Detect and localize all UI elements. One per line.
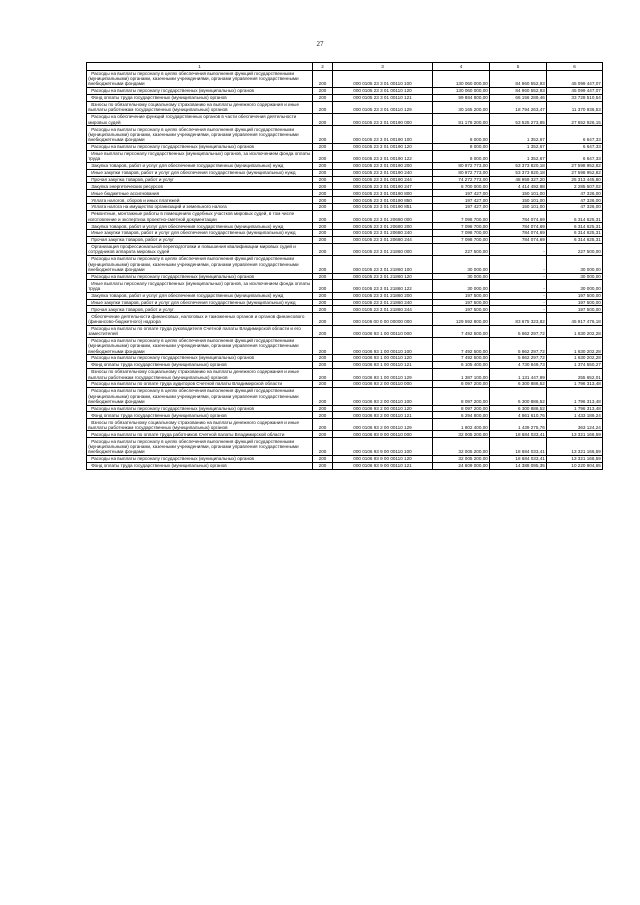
approved-amount-cell: 30 000,00 bbox=[433, 273, 490, 280]
unexecuted-amount-cell: 27 598 952,82 bbox=[547, 169, 603, 176]
unexecuted-amount-cell: 255 652,01 bbox=[547, 368, 603, 380]
line-code-cell: 200 bbox=[313, 169, 333, 176]
unexecuted-amount-cell: 27 598 952,82 bbox=[547, 162, 603, 169]
budget-classification-code-cell: 000 0105 23 3 01 21860 000 bbox=[333, 243, 433, 255]
approved-amount-cell: 7 492 500,00 bbox=[433, 355, 490, 362]
budget-classification-code-cell: 000 0106 93 9 00 00110 121 bbox=[333, 462, 433, 469]
budget-classification-code-cell: 000 0105 23 3 01 20680 240 bbox=[333, 230, 433, 237]
line-code-cell: 200 bbox=[313, 292, 333, 299]
table-row bbox=[87, 355, 603, 362]
unexecuted-amount-cell: 45 917 476,18 bbox=[547, 313, 603, 325]
executed-amount-cell: 18 794 263,47 bbox=[490, 101, 547, 113]
expense-name-cell: Расходы на выплаты персоналу в целях обеспечения выполнения функций государственными (муниципальными) органами, казенными учреждениями, органами управления государственными внебюджетными фондами bbox=[87, 70, 313, 87]
executed-amount-cell: 6 300 886,52 bbox=[490, 405, 547, 412]
budget-classification-code-cell: 000 0105 23 3 01 00190 240 bbox=[333, 169, 433, 176]
executed-amount-cell: 14 388 095,35 bbox=[490, 462, 547, 469]
expense-name-cell: Расходы на выплаты персоналу в целях обеспечения выполнения функций государственными (муниципальными) органами, казенными учреждениями, органами управления государственными внебюджетными фондами bbox=[87, 337, 313, 354]
budget-classification-code-cell: 000 0106 93 9 00 00110 000 bbox=[333, 431, 433, 438]
budget-classification-code-cell: 000 0105 23 3 01 00110 129 bbox=[333, 101, 433, 113]
table-row bbox=[87, 299, 603, 306]
line-code-cell: 200 bbox=[313, 101, 333, 113]
budget-classification-code-cell: 000 0105 23 3 01 00110 120 bbox=[333, 88, 433, 95]
executed-amount-cell: 150 101,00 bbox=[490, 204, 547, 211]
table-row bbox=[87, 313, 603, 325]
column-header: 2 bbox=[313, 63, 333, 71]
approved-amount-cell: 6 105 400,00 bbox=[433, 362, 490, 369]
budget-classification-code-cell: 000 0106 93 1 00 00110 120 bbox=[333, 355, 433, 362]
line-code-cell: 200 bbox=[313, 355, 333, 362]
line-code-cell: 200 bbox=[313, 419, 333, 431]
approved-amount-cell: 130 060 000,00 bbox=[433, 70, 490, 87]
unexecuted-amount-cell: 197 500,00 bbox=[547, 299, 603, 306]
budget-classification-code-cell: 000 0105 23 3 01 00190 120 bbox=[333, 143, 433, 150]
executed-amount-cell: 1 352,67 bbox=[490, 143, 547, 150]
executed-amount-cell: 83 675 323,82 bbox=[490, 313, 547, 325]
executed-amount-cell: 4 861 610,76 bbox=[490, 412, 547, 419]
expense-name-cell: Расходы на выплаты персоналу в целях обеспечения выполнения функций государственными (муниципальными) органами, казенными учреждениями, органами управления государственными внебюджетными фондами bbox=[87, 438, 313, 455]
budget-classification-code-cell: 000 0106 93 2 00 00110 129 bbox=[333, 419, 433, 431]
budget-classification-code-cell: 000 0105 23 3 01 00190 850 bbox=[333, 197, 433, 204]
approved-amount-cell: 1 802 400,00 bbox=[433, 419, 490, 431]
unexecuted-amount-cell: 11 370 936,53 bbox=[547, 101, 603, 113]
line-code-cell: 200 bbox=[313, 197, 333, 204]
approved-amount-cell: 32 005 200,00 bbox=[433, 431, 490, 438]
executed-amount-cell: 53 525 273,85 bbox=[490, 114, 547, 126]
line-code-cell: 200 bbox=[313, 362, 333, 369]
unexecuted-amount-cell: 1 630 202,28 bbox=[547, 355, 603, 362]
approved-amount-cell: 30 000,00 bbox=[433, 256, 490, 273]
line-code-cell: 200 bbox=[313, 299, 333, 306]
executed-amount-cell: 784 074,69 bbox=[490, 211, 547, 223]
executed-amount-cell: 18 684 033,41 bbox=[490, 438, 547, 455]
budget-classification-code-cell: 000 0106 93 1 00 00110 121 bbox=[333, 362, 433, 369]
budget-classification-code-cell: 000 0105 23 3 01 00190 200 bbox=[333, 162, 433, 169]
expense-name-cell: Фонд оплаты труда государственных (муниципальных) органов bbox=[87, 462, 313, 469]
column-header: 5 bbox=[490, 63, 547, 71]
executed-amount-cell: - bbox=[490, 292, 547, 299]
table-row bbox=[87, 243, 603, 255]
approved-amount-cell: 197 500,00 bbox=[433, 306, 490, 313]
table-row bbox=[87, 94, 603, 101]
line-code-cell: 200 bbox=[313, 256, 333, 273]
unexecuted-amount-cell: 6 314 625,31 bbox=[547, 237, 603, 244]
executed-amount-cell: 4 414 492,98 bbox=[490, 183, 547, 190]
table-row bbox=[87, 169, 603, 176]
executed-amount-cell: 66 156 289,46 bbox=[490, 94, 547, 101]
expense-name-cell: Прочая закупка товаров, работ и услуг bbox=[87, 237, 313, 244]
table-row bbox=[87, 176, 603, 183]
unexecuted-amount-cell: 6 314 625,31 bbox=[547, 223, 603, 230]
unexecuted-amount-cell: 47 326,00 bbox=[547, 204, 603, 211]
unexecuted-amount-cell: 1 630 202,28 bbox=[547, 325, 603, 337]
expense-name-cell: Расходы на выплаты персоналу в целях обеспечения выполнения функций государственными (муниципальными) органами, казенными учреждениями, органами управления государственными внебюджетными фондами bbox=[87, 388, 313, 405]
expense-name-cell: Иные выплаты персоналу государственных (муниципальных) органов, за исключением фонда оплаты труда bbox=[87, 150, 313, 162]
expense-name-cell: Расходы на выплаты персоналу государственных (муниципальных) органов bbox=[87, 88, 313, 95]
unexecuted-amount-cell: 6 314 625,31 bbox=[547, 211, 603, 223]
approved-amount-cell: 80 972 773,00 bbox=[433, 169, 490, 176]
unexecuted-amount-cell: 1 374 550,27 bbox=[547, 362, 603, 369]
executed-amount-cell: 48 959 327,20 bbox=[490, 176, 547, 183]
line-code-cell: 200 bbox=[313, 237, 333, 244]
table-row bbox=[87, 88, 603, 95]
table-row bbox=[87, 162, 603, 169]
unexecuted-amount-cell: 27 652 926,15 bbox=[547, 114, 603, 126]
budget-classification-code-cell: 000 0106 93 1 00 00110 129 bbox=[333, 368, 433, 380]
unexecuted-amount-cell: 2 285 507,02 bbox=[547, 183, 603, 190]
line-code-cell: 200 bbox=[313, 143, 333, 150]
approved-amount-cell: 30 165 200,00 bbox=[433, 101, 490, 113]
expense-name-cell: Расходы на выплаты по оплате труда работников Счетной палаты Владимирской области bbox=[87, 431, 313, 438]
unexecuted-amount-cell: 197 500,00 bbox=[547, 306, 603, 313]
table-row bbox=[87, 419, 603, 431]
budget-classification-code-cell: 000 0106 93 1 00 00110 000 bbox=[333, 325, 433, 337]
executed-amount-cell: 1 439 275,76 bbox=[490, 419, 547, 431]
approved-amount-cell: 197 500,00 bbox=[433, 292, 490, 299]
budget-classification-code-cell: 000 0106 00 0 00 00000 000 bbox=[333, 313, 433, 325]
table-row bbox=[87, 70, 603, 87]
line-code-cell: 200 bbox=[313, 162, 333, 169]
expense-name-cell: Расходы на выплаты по оплате труда аудиторов Счетной палаты Владимирской области bbox=[87, 381, 313, 388]
column-header: 6 bbox=[547, 63, 603, 71]
unexecuted-amount-cell: 1 796 313,48 bbox=[547, 405, 603, 412]
line-code-cell: 200 bbox=[313, 405, 333, 412]
approved-amount-cell: 197 427,00 bbox=[433, 197, 490, 204]
executed-amount-cell: - bbox=[490, 273, 547, 280]
table-row bbox=[87, 204, 603, 211]
table-row bbox=[87, 362, 603, 369]
line-code-cell: 200 bbox=[313, 325, 333, 337]
column-header: 4 bbox=[433, 63, 490, 71]
approved-amount-cell: 81 178 200,00 bbox=[433, 114, 490, 126]
expense-name-cell: Иные закупки товаров, работ и услуг для обеспечения государственных (муниципальных) нужд bbox=[87, 230, 313, 237]
approved-amount-cell: 7 492 500,00 bbox=[433, 325, 490, 337]
table-row bbox=[87, 126, 603, 143]
line-code-cell: 200 bbox=[313, 126, 333, 143]
expense-name-cell: Обеспечение деятельности финансовых, налоговых и таможенных органов и органов финансового (финансово-бюджетного) надзора bbox=[87, 313, 313, 325]
executed-amount-cell: - bbox=[490, 256, 547, 273]
table-row bbox=[87, 388, 603, 405]
line-code-cell: 200 bbox=[313, 388, 333, 405]
approved-amount-cell: 7 098 700,00 bbox=[433, 211, 490, 223]
line-code-cell: 200 bbox=[313, 176, 333, 183]
table-row bbox=[87, 101, 603, 113]
expense-name-cell: Закупка товаров, работ и услуг для обеспечения государственных (муниципальных) нужд bbox=[87, 223, 313, 230]
executed-amount-cell: - bbox=[490, 243, 547, 255]
line-code-cell: 200 bbox=[313, 243, 333, 255]
line-code-cell: 200 bbox=[313, 368, 333, 380]
budget-classification-code-cell: 000 0106 93 9 00 00110 100 bbox=[333, 438, 433, 455]
table-row bbox=[87, 325, 603, 337]
column-header: 3 bbox=[333, 63, 433, 71]
approved-amount-cell: 8 097 200,00 bbox=[433, 388, 490, 405]
line-code-cell: 200 bbox=[313, 94, 333, 101]
table-row bbox=[87, 462, 603, 469]
line-code-cell: 200 bbox=[313, 190, 333, 197]
unexecuted-amount-cell: 45 099 447,07 bbox=[547, 70, 603, 87]
approved-amount-cell: 74 272 773,00 bbox=[433, 176, 490, 183]
budget-classification-code-cell: 000 0105 23 3 01 00190 244 bbox=[333, 176, 433, 183]
line-code-cell: 200 bbox=[313, 313, 333, 325]
table-row bbox=[87, 230, 603, 237]
unexecuted-amount-cell: 6 314 625,31 bbox=[547, 230, 603, 237]
executed-amount-cell: 84 960 552,93 bbox=[490, 88, 547, 95]
unexecuted-amount-cell: 47 326,00 bbox=[547, 197, 603, 204]
expense-name-cell: Расходы на выплаты персоналу в целях обеспечения выполнения функций государственными (муниципальными) органами, казенными учреждениями, органами управления государственными внебюджетными фондами bbox=[87, 126, 313, 143]
budget-classification-code-cell: 000 0105 23 3 01 21860 122 bbox=[333, 280, 433, 292]
expense-name-cell: Закупка товаров, работ и услуг для обеспечения государственных (муниципальных) нужд bbox=[87, 292, 313, 299]
line-code-cell: 200 bbox=[313, 455, 333, 462]
budget-classification-code-cell: 000 0105 23 3 01 00110 100 bbox=[333, 70, 433, 87]
budget-classification-code-cell: 000 0105 23 3 01 00190 247 bbox=[333, 183, 433, 190]
expense-name-cell: Расходы на выплаты персоналу государственных (муниципальных) органов bbox=[87, 355, 313, 362]
table-row bbox=[87, 381, 603, 388]
line-code-cell: 200 bbox=[313, 431, 333, 438]
approved-amount-cell: 8 000,00 bbox=[433, 143, 490, 150]
unexecuted-amount-cell: 1 433 189,24 bbox=[547, 412, 603, 419]
line-code-cell: 200 bbox=[313, 211, 333, 223]
approved-amount-cell: 8 097 200,00 bbox=[433, 405, 490, 412]
unexecuted-amount-cell: 1 796 313,48 bbox=[547, 381, 603, 388]
budget-classification-code-cell: 000 0105 23 3 01 21860 100 bbox=[333, 256, 433, 273]
approved-amount-cell: 8 000,00 bbox=[433, 126, 490, 143]
unexecuted-amount-cell: 10 220 904,65 bbox=[547, 462, 603, 469]
approved-amount-cell: 8 000,00 bbox=[433, 150, 490, 162]
expense-name-cell: Расходы на выплаты персоналу в целях обеспечения выполнения функций государственными (муниципальными) органами, казенными учреждениями, органами управления государственными внебюджетными фондами bbox=[87, 256, 313, 273]
expense-name-cell: Иные выплаты персоналу государственных (муниципальных) органов, за исключением фонда оплаты труда bbox=[87, 280, 313, 292]
unexecuted-amount-cell: 13 321 166,59 bbox=[547, 438, 603, 455]
approved-amount-cell: 1 387 100,00 bbox=[433, 368, 490, 380]
expense-name-cell: Закупка энергетических ресурсов bbox=[87, 183, 313, 190]
budget-classification-code-cell: 000 0105 23 3 01 00190 851 bbox=[333, 204, 433, 211]
approved-amount-cell: 6 294 800,00 bbox=[433, 412, 490, 419]
unexecuted-amount-cell: 6 647,33 bbox=[547, 143, 603, 150]
budget-classification-code-cell: 000 0105 23 3 01 21860 244 bbox=[333, 306, 433, 313]
executed-amount-cell: 53 373 820,18 bbox=[490, 162, 547, 169]
expense-name-cell: Расходы на выплаты персоналу государственных (муниципальных) органов bbox=[87, 143, 313, 150]
expense-name-cell: Расходы на обеспечение функций государственных органов в части обеспечения деятельности мировых судей bbox=[87, 114, 313, 126]
approved-amount-cell: 7 098 700,00 bbox=[433, 230, 490, 237]
expense-name-cell: Закупка товаров, работ и услуг для обеспечения государственных (муниципальных) нужд bbox=[87, 162, 313, 169]
expense-name-cell: Фонд оплаты труда государственных (муниципальных) органов bbox=[87, 412, 313, 419]
line-code-cell: 200 bbox=[313, 70, 333, 87]
table-row bbox=[87, 211, 603, 223]
unexecuted-amount-cell: 13 321 166,59 bbox=[547, 431, 603, 438]
executed-amount-cell: - bbox=[490, 299, 547, 306]
budget-classification-code-cell: 000 0106 93 2 00 00110 000 bbox=[333, 381, 433, 388]
expense-name-cell: Ремонтные, монтажные работы в помещениях судебных участков мировых судей, в том числе изготовление и экспертиза проектно-сметной документации bbox=[87, 211, 313, 223]
approved-amount-cell: 7 492 500,00 bbox=[433, 337, 490, 354]
expense-name-cell: Прочая закупка товаров, работ и услуг bbox=[87, 176, 313, 183]
executed-amount-cell: 84 960 552,93 bbox=[490, 70, 547, 87]
line-code-cell: 200 bbox=[313, 412, 333, 419]
table-row bbox=[87, 306, 603, 313]
executed-amount-cell: 53 373 820,18 bbox=[490, 169, 547, 176]
table-row bbox=[87, 237, 603, 244]
line-code-cell: 200 bbox=[313, 88, 333, 95]
budget-classification-code-cell: 000 0106 93 9 00 00110 120 bbox=[333, 455, 433, 462]
budget-classification-code-cell: 000 0105 23 3 01 00190 000 bbox=[333, 114, 433, 126]
expense-name-cell: Взносы по обязательному социальному страхованию на выплаты денежного содержания и иные выплаты работникам государственных (муниципальных) органов bbox=[87, 368, 313, 380]
budget-classification-code-cell: 000 0105 23 3 01 20680 200 bbox=[333, 223, 433, 230]
budget-classification-code-cell: 000 0106 93 2 00 00110 100 bbox=[333, 388, 433, 405]
unexecuted-amount-cell: 6 647,33 bbox=[547, 126, 603, 143]
approved-amount-cell: 129 592 800,00 bbox=[433, 313, 490, 325]
table-row bbox=[87, 455, 603, 462]
budget-classification-code-cell: 000 0106 93 2 00 00110 120 bbox=[333, 405, 433, 412]
line-code-cell: 200 bbox=[313, 204, 333, 211]
approved-amount-cell: 32 005 200,00 bbox=[433, 438, 490, 455]
line-code-cell: 200 bbox=[313, 381, 333, 388]
unexecuted-amount-cell: 1 630 202,28 bbox=[547, 337, 603, 354]
approved-amount-cell: 197 427,00 bbox=[433, 204, 490, 211]
approved-amount-cell: 30 000,00 bbox=[433, 280, 490, 292]
unexecuted-amount-cell: 13 321 166,59 bbox=[547, 455, 603, 462]
budget-classification-code-cell: 000 0105 23 3 01 00190 800 bbox=[333, 190, 433, 197]
budget-classification-code-cell: 000 0105 23 3 01 20680 244 bbox=[333, 237, 433, 244]
table-row bbox=[87, 114, 603, 126]
executed-amount-cell: 18 684 033,41 bbox=[490, 455, 547, 462]
line-code-cell: 200 bbox=[313, 150, 333, 162]
expense-name-cell: Расходы на выплаты персоналу государственных (муниципальных) органов bbox=[87, 273, 313, 280]
approved-amount-cell: 7 098 700,00 bbox=[433, 237, 490, 244]
approved-amount-cell: 99 884 800,00 bbox=[433, 94, 490, 101]
budget-classification-code-cell: 000 0105 23 3 01 00190 122 bbox=[333, 150, 433, 162]
executed-amount-cell: 4 730 849,73 bbox=[490, 362, 547, 369]
line-code-cell: 200 bbox=[313, 280, 333, 292]
unexecuted-amount-cell: 363 124,24 bbox=[547, 419, 603, 431]
executed-amount-cell: - bbox=[490, 306, 547, 313]
expense-name-cell: Иные закупки товаров, работ и услуг для обеспечения государственных (муниципальных) нужд bbox=[87, 169, 313, 176]
unexecuted-amount-cell: 30 000,00 bbox=[547, 256, 603, 273]
table-row bbox=[87, 438, 603, 455]
table-row bbox=[87, 183, 603, 190]
page-number: 27 bbox=[316, 40, 324, 48]
unexecuted-amount-cell: 47 326,00 bbox=[547, 190, 603, 197]
budget-classification-code-cell: 000 0105 23 3 01 00190 100 bbox=[333, 126, 433, 143]
approved-amount-cell: 197 500,00 bbox=[433, 299, 490, 306]
line-code-cell: 200 bbox=[313, 306, 333, 313]
executed-amount-cell: 784 074,69 bbox=[490, 223, 547, 230]
line-code-cell: 200 bbox=[313, 438, 333, 455]
expense-name-cell: Уплата налога на имущество организаций и земельного налога bbox=[87, 204, 313, 211]
line-code-cell: 200 bbox=[313, 273, 333, 280]
approved-amount-cell: 7 098 700,00 bbox=[433, 223, 490, 230]
table-row bbox=[87, 150, 603, 162]
expense-name-cell: Взносы по обязательному социальному страхованию на выплаты денежного содержания и иные выплаты работникам государственных (муниципальных) органов bbox=[87, 101, 313, 113]
expense-name-cell: Фонд оплаты труда государственных (муниципальных) органов bbox=[87, 362, 313, 369]
budget-classification-code-cell: 000 0105 23 3 01 00110 121 bbox=[333, 94, 433, 101]
budget-execution-table bbox=[86, 62, 603, 470]
table-row bbox=[87, 292, 603, 299]
unexecuted-amount-cell: 30 000,00 bbox=[547, 280, 603, 292]
unexecuted-amount-cell: 33 728 510,54 bbox=[547, 94, 603, 101]
table-row bbox=[87, 223, 603, 230]
expense-name-cell: Взносы по обязательному социальному страхованию на выплаты денежного содержания и иные выплаты работникам государственных (муниципальных) органов bbox=[87, 419, 313, 431]
executed-amount-cell: 1 352,67 bbox=[490, 126, 547, 143]
line-code-cell: 200 bbox=[313, 183, 333, 190]
table-body bbox=[87, 70, 603, 469]
expense-name-cell: Расходы на выплаты по оплате труда руководителя Счетной палаты Владимирской области и его заместителей bbox=[87, 325, 313, 337]
expense-name-cell: Прочая закупка товаров, работ и услуг bbox=[87, 306, 313, 313]
table-row bbox=[87, 273, 603, 280]
executed-amount-cell: 18 684 033,41 bbox=[490, 431, 547, 438]
table-row bbox=[87, 337, 603, 354]
expense-name-cell: Уплата налогов, сборов и иных платежей bbox=[87, 197, 313, 204]
unexecuted-amount-cell: 25 313 445,80 bbox=[547, 176, 603, 183]
unexecuted-amount-cell: 1 796 313,48 bbox=[547, 388, 603, 405]
expense-name-cell: Расходы на выплаты персоналу государственных (муниципальных) органов bbox=[87, 405, 313, 412]
executed-amount-cell: 1 352,67 bbox=[490, 150, 547, 162]
expense-name-cell: Иные закупки товаров, работ и услуг для обеспечения государственных (муниципальных) нужд bbox=[87, 299, 313, 306]
executed-amount-cell: 6 300 886,52 bbox=[490, 381, 547, 388]
executed-amount-cell: 784 074,69 bbox=[490, 237, 547, 244]
approved-amount-cell: 80 972 773,00 bbox=[433, 162, 490, 169]
executed-amount-cell: 5 862 297,72 bbox=[490, 337, 547, 354]
expense-name-cell: Иные бюджетные ассигнования bbox=[87, 190, 313, 197]
expense-name-cell: Расходы на выплаты персоналу государственных (муниципальных) органов bbox=[87, 455, 313, 462]
table-row bbox=[87, 256, 603, 273]
column-number-row bbox=[87, 63, 603, 71]
table-row bbox=[87, 280, 603, 292]
table-row bbox=[87, 412, 603, 419]
table-row bbox=[87, 197, 603, 204]
executed-amount-cell: 1 131 447,99 bbox=[490, 368, 547, 380]
executed-amount-cell: 6 300 886,52 bbox=[490, 388, 547, 405]
approved-amount-cell: 197 427,00 bbox=[433, 190, 490, 197]
unexecuted-amount-cell: 227 500,00 bbox=[547, 243, 603, 255]
executed-amount-cell: 150 101,00 bbox=[490, 197, 547, 204]
budget-classification-code-cell: 000 0105 23 3 01 21860 240 bbox=[333, 299, 433, 306]
unexecuted-amount-cell: 197 500,00 bbox=[547, 292, 603, 299]
line-code-cell: 200 bbox=[313, 230, 333, 237]
executed-amount-cell: 150 101,00 bbox=[490, 190, 547, 197]
unexecuted-amount-cell: 30 000,00 bbox=[547, 273, 603, 280]
line-code-cell: 200 bbox=[313, 114, 333, 126]
approved-amount-cell: 8 097 200,00 bbox=[433, 381, 490, 388]
table-row bbox=[87, 368, 603, 380]
budget-classification-code-cell: 000 0106 93 2 00 00110 121 bbox=[333, 412, 433, 419]
executed-amount-cell: 784 074,69 bbox=[490, 230, 547, 237]
budget-classification-code-cell: 000 0105 23 3 01 20680 000 bbox=[333, 211, 433, 223]
unexecuted-amount-cell: 45 099 447,07 bbox=[547, 88, 603, 95]
line-code-cell: 200 bbox=[313, 337, 333, 354]
budget-classification-code-cell: 000 0105 23 3 01 21860 120 bbox=[333, 273, 433, 280]
table-row bbox=[87, 190, 603, 197]
approved-amount-cell: 130 060 000,00 bbox=[433, 88, 490, 95]
approved-amount-cell: 227 500,00 bbox=[433, 243, 490, 255]
line-code-cell: 200 bbox=[313, 223, 333, 230]
expense-name-cell: Фонд оплаты труда государственных (муниципальных) органов bbox=[87, 94, 313, 101]
approved-amount-cell: 32 005 200,00 bbox=[433, 455, 490, 462]
executed-amount-cell: - bbox=[490, 280, 547, 292]
approved-amount-cell: 6 700 000,00 bbox=[433, 183, 490, 190]
column-header: 1 bbox=[87, 63, 313, 71]
executed-amount-cell: 5 862 297,72 bbox=[490, 355, 547, 362]
approved-amount-cell: 24 609 000,00 bbox=[433, 462, 490, 469]
line-code-cell: 200 bbox=[313, 462, 333, 469]
budget-classification-code-cell: 000 0106 93 1 00 00110 100 bbox=[333, 337, 433, 354]
executed-amount-cell: 5 862 297,72 bbox=[490, 325, 547, 337]
budget-classification-code-cell: 000 0105 23 3 01 21860 200 bbox=[333, 292, 433, 299]
unexecuted-amount-cell: 6 647,33 bbox=[547, 150, 603, 162]
table-row bbox=[87, 143, 603, 150]
table-row bbox=[87, 431, 603, 438]
table-row bbox=[87, 405, 603, 412]
expense-name-cell: Организация профессиональной переподготовки и повышения квалификации мировых судей и сотрудников аппарата мировых судей bbox=[87, 243, 313, 255]
